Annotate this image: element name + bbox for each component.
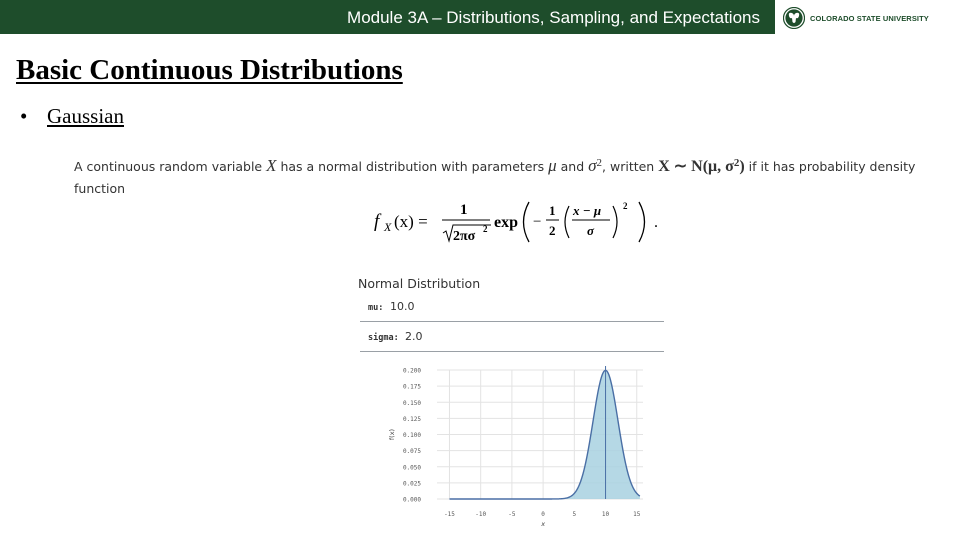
- y-tick-label: 0.100: [402, 432, 421, 439]
- x-tick-label: -15: [444, 511, 455, 518]
- widget-title: Normal Distribution: [358, 276, 481, 291]
- formula-subscript: X: [384, 220, 392, 234]
- paren-inner-left: [565, 206, 569, 238]
- slide-title: Basic Continuous Distributions: [16, 54, 403, 86]
- x-tick-label: 5: [572, 511, 577, 518]
- math-var-x: X: [266, 156, 277, 176]
- y-tick-label: 0.200: [402, 367, 421, 375]
- formula-exp: exp: [494, 214, 518, 231]
- bullet-label: Gaussian: [47, 104, 124, 128]
- university-logo: [783, 6, 929, 30]
- y-tick-label: 0.125: [402, 415, 421, 423]
- sigma-label: sigma:: [368, 333, 399, 343]
- normal-pdf-formula: [360, 196, 680, 248]
- y-tick-label: 0.025: [402, 480, 421, 488]
- text-run: if it has probability density function: [74, 159, 916, 197]
- paren-right: [639, 202, 645, 242]
- text-run: A continuous random variable: [74, 159, 267, 175]
- definition-text: [74, 152, 934, 200]
- module-title: Module 3A – Distributions, Sampling, and Expectations: [347, 8, 760, 27]
- formula-arg: (x) =: [394, 212, 428, 231]
- formula-den-exponent: 2: [483, 224, 488, 234]
- header-bar: [0, 0, 775, 34]
- y-tick-label: 0.050: [402, 464, 421, 472]
- ram-head-icon: [783, 7, 805, 29]
- y-tick-label: 0.150: [402, 399, 421, 407]
- math-expression: X ∼ N(μ, σ: [658, 158, 734, 176]
- bullet-dot: •: [20, 104, 28, 128]
- math-exponent: 2: [733, 157, 740, 169]
- y-axis-label: f(x): [388, 428, 396, 441]
- university-name: COLORADO STATE UNIVERSITY: [810, 13, 929, 23]
- y-tick-label: 0.175: [402, 383, 421, 391]
- sigma-input[interactable]: [405, 330, 485, 343]
- formula-frac-den: σ: [587, 223, 595, 238]
- math-mu: μ: [548, 156, 557, 176]
- normal-distribution-chart: [380, 358, 650, 536]
- math-sigma: σ: [588, 156, 597, 176]
- y-tick-label: 0.000: [402, 496, 421, 504]
- text-run: has a normal distribution with parameters: [276, 159, 549, 175]
- formula-period: .: [654, 214, 658, 231]
- x-tick-label: -5: [508, 511, 516, 518]
- formula-half-num: 1: [549, 203, 556, 218]
- x-tick-label: 0: [541, 511, 545, 518]
- mu-label: mu:: [368, 303, 384, 313]
- sigma-field: [360, 329, 664, 352]
- paren-inner-right: [613, 206, 617, 238]
- text-run: , written: [602, 159, 659, 175]
- formula-frac-num: x − μ: [573, 203, 602, 218]
- x-tick-label: 10: [601, 511, 610, 518]
- formula-minus: −: [533, 214, 542, 230]
- formula-f: f: [374, 211, 380, 232]
- text-run: and: [556, 159, 589, 175]
- x-axis-label: x: [541, 520, 546, 528]
- bullet-item: [20, 104, 124, 129]
- formula-outer-exponent: 2: [623, 201, 628, 211]
- mu-field: [360, 299, 664, 322]
- formula-half-den: 2: [549, 223, 556, 238]
- math-exponent: 2: [596, 157, 603, 169]
- x-tick-label: 15: [633, 511, 641, 518]
- paren-left: [524, 202, 530, 242]
- formula-denominator: 2πσ: [453, 229, 476, 244]
- y-tick-label: 0.075: [402, 448, 421, 456]
- mu-input[interactable]: [390, 300, 470, 313]
- formula-numerator: 1: [460, 202, 468, 218]
- math-paren: ): [739, 158, 745, 176]
- x-tick-label: -10: [475, 511, 487, 518]
